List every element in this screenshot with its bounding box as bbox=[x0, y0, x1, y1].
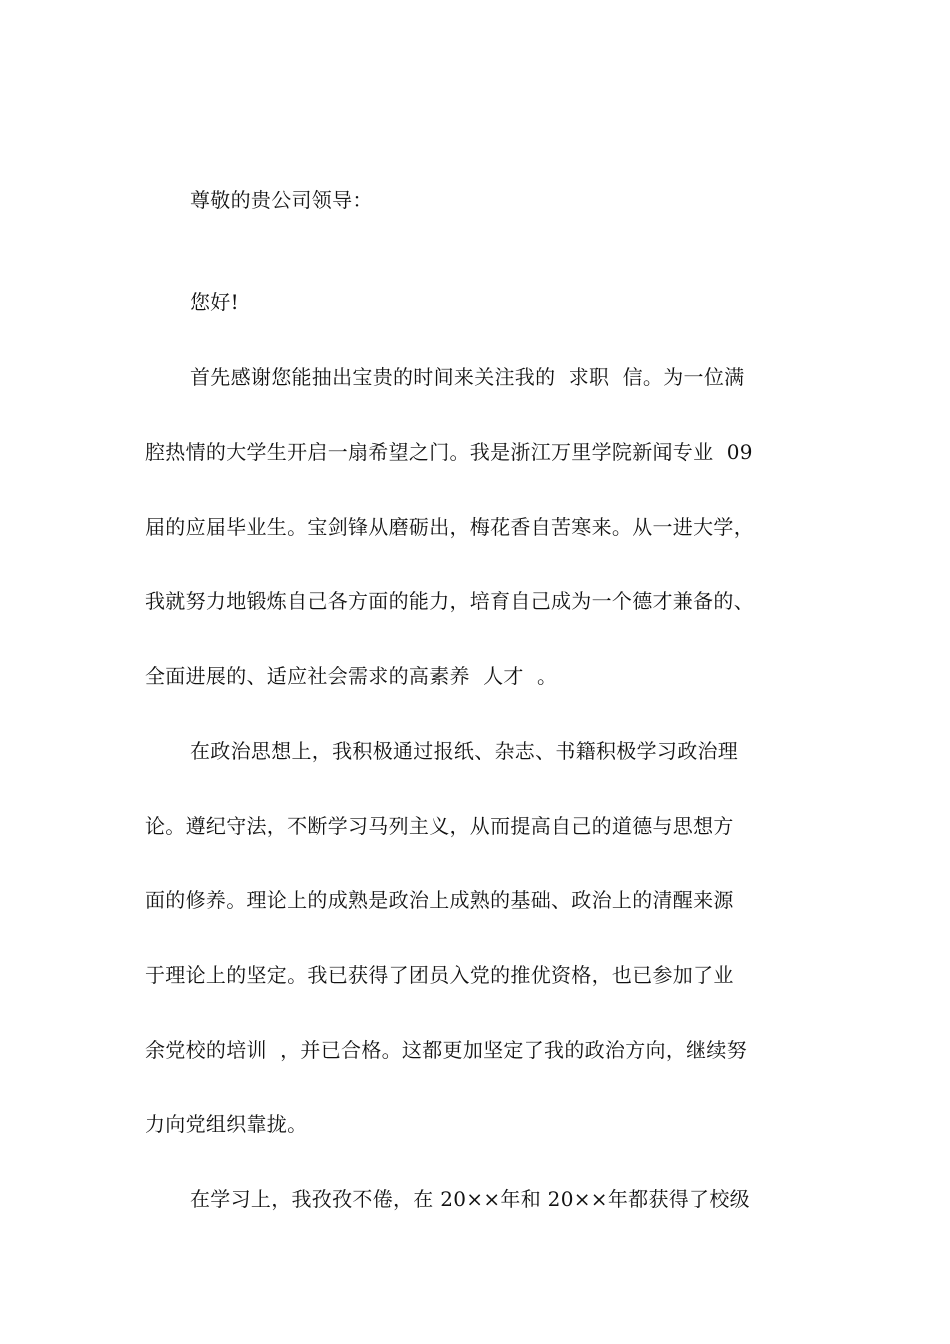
paragraph-1-line-5: 全面进展的、适应社会需求的高素养 人才 。 bbox=[145, 664, 558, 688]
paragraph-3-line-1: 在学习上，我孜孜不倦，在 20××年和 20××年都获得了校级 bbox=[190, 1187, 750, 1211]
paragraph-2-line-3: 面的修养。理论上的成熟是政治上成熟的基础、政治上的清醒来源 bbox=[145, 888, 734, 912]
paragraph-1-line-2: 腔热情的大学生开启一扇希望之门。我是浙江万里学院新闻专业 09 bbox=[145, 440, 753, 464]
paragraph-2-line-1: 在政治思想上，我积极通过报纸、杂志、书籍积极学习政治理 bbox=[190, 739, 739, 763]
salutation: 尊敬的贵公司领导： bbox=[190, 188, 373, 212]
greeting: 您好! bbox=[190, 290, 239, 314]
paragraph-1-line-4: 我就努力地锻炼自己各方面的能力，培育自己成为一个德才兼备的、 bbox=[145, 589, 754, 613]
paragraph-2-line-5: 余党校的培训 ，并已合格。这都更加坚定了我的政治方向，继续努 bbox=[145, 1038, 748, 1062]
paragraph-1-line-1: 首先感谢您能抽出宝贵的时间来关注我的 求职 信。为一位满 bbox=[190, 365, 745, 389]
paragraph-1-line-3: 届的应届毕业生。宝剑锋从磨砺出，梅花香自苦寒来。从一进大学， bbox=[145, 515, 754, 539]
paragraph-2-line-2: 论。遵纪守法，不断学习马列主义，从而提高自己的道德与思想方 bbox=[145, 814, 734, 838]
paragraph-2-line-4: 于理论上的坚定。我已获得了团员入党的推优资格，也已参加了业 bbox=[145, 963, 734, 987]
paragraph-2-line-6: 力向党组织靠拢。 bbox=[145, 1112, 308, 1136]
